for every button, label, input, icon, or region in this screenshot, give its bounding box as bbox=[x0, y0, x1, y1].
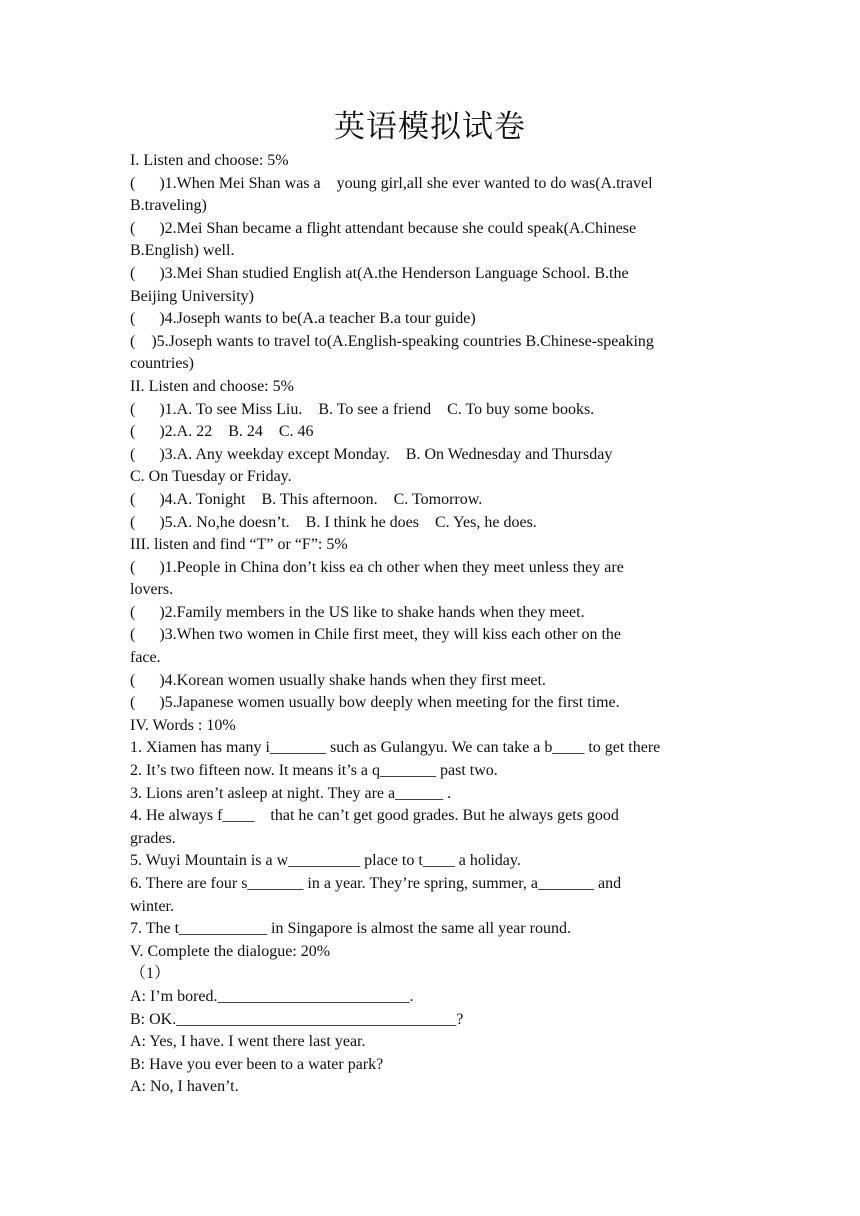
text-line: IV. Words : 10% bbox=[130, 716, 236, 734]
text-line: winter. bbox=[130, 897, 174, 915]
text-line: ( )4.A. Tonight B. This afternoon. C. Tomorrow. bbox=[130, 490, 483, 508]
text-line: ( )2.Mei Shan became a flight attendant because she could speak(A.Chinese bbox=[130, 219, 637, 237]
text-line: 2. It’s two fifteen now. It means it’s a q_______ past two. bbox=[130, 762, 498, 780]
text-line: 4. He always f____ that he can’t get good grades. But he always gets good bbox=[130, 807, 619, 825]
text-line: （1） bbox=[130, 965, 171, 983]
text-line: III. listen and find “T” or “F”: 5% bbox=[130, 536, 348, 554]
page-title: 英语模拟试卷 bbox=[334, 109, 526, 144]
text-line: 6. There are four s_______ in a year. They’re spring, summer, a_______ and bbox=[130, 875, 622, 892]
text-line: lovers. bbox=[130, 581, 174, 599]
text-line: A: No, I haven’t. bbox=[130, 1078, 239, 1096]
text-line: V. Complete the dialogue: 20% bbox=[130, 942, 331, 960]
text-line: 7. The t___________ in Singapore is almost the same all year round. bbox=[130, 920, 571, 938]
text-line: countries) bbox=[130, 355, 194, 373]
text-line: ( )4.Korean women usually shake hands when they first meet. bbox=[130, 671, 546, 689]
text-line: ( )1.When Mei Shan was a young girl,all she ever wanted to do was(A.travel bbox=[130, 174, 653, 192]
text-line: 3. Lions aren’t asleep at night. They are a______ . bbox=[130, 784, 452, 802]
text-line: A: I’m bored.________________________. bbox=[130, 987, 414, 1005]
text-line: Beijing University) bbox=[130, 287, 254, 305]
text-line: C. On Tuesday or Friday. bbox=[130, 468, 292, 486]
text-line: ( )3.When two women in Chile first meet, they will kiss each other on the bbox=[130, 626, 621, 644]
text-line: ( )2.A. 22 B. 24 C. 46 bbox=[130, 423, 314, 441]
text-line: A: Yes, I have. I went there last year. bbox=[130, 1033, 366, 1051]
text-line: ( )1.A. To see Miss Liu. B. To see a friend C. To buy some books. bbox=[130, 400, 595, 418]
text-line: B.English) well. bbox=[130, 242, 235, 260]
text-line: II. Listen and choose: 5% bbox=[130, 377, 294, 395]
text-line: ( )5.Joseph wants to travel to(A.English-speaking countries B.Chinese-speaking bbox=[130, 332, 654, 350]
text-line: B: OK.___________________________________? bbox=[130, 1010, 464, 1028]
text-line: face. bbox=[130, 649, 161, 667]
text-line: ( )5.Japanese women usually bow deeply when meeting for the first time. bbox=[130, 694, 620, 712]
text-line: ( )5.A. No,he doesn’t. B. I think he does C. Yes, he does. bbox=[130, 513, 537, 531]
text-line: ( )1.People in China don’t kiss ea ch other when they meet unless they are bbox=[130, 558, 624, 576]
text-line: 5. Wuyi Mountain is a w_________ place to t____ a holiday. bbox=[130, 852, 521, 870]
text-line: B: Have you ever been to a water park? bbox=[130, 1055, 384, 1073]
text-line: ( )2.Family members in the US like to shake hands when they meet. bbox=[130, 603, 585, 621]
text-line: grades. bbox=[130, 829, 176, 847]
text-line: I. Listen and choose: 5% bbox=[130, 152, 289, 169]
text-line: B.traveling) bbox=[130, 197, 207, 215]
text-line: ( )4.Joseph wants to be(A.a teacher B.a tour guide) bbox=[130, 310, 476, 328]
text-line: 1. Xiamen has many i_______ such as Gulangyu. We can take a b____ to get there bbox=[130, 739, 661, 757]
text-line: ( )3.A. Any weekday except Monday. B. On Wednesday and Thursday bbox=[130, 445, 613, 463]
exam-content bbox=[130, 150, 720, 1099]
text-line: ( )3.Mei Shan studied English at(A.the Henderson Language School. B.the bbox=[130, 264, 629, 282]
